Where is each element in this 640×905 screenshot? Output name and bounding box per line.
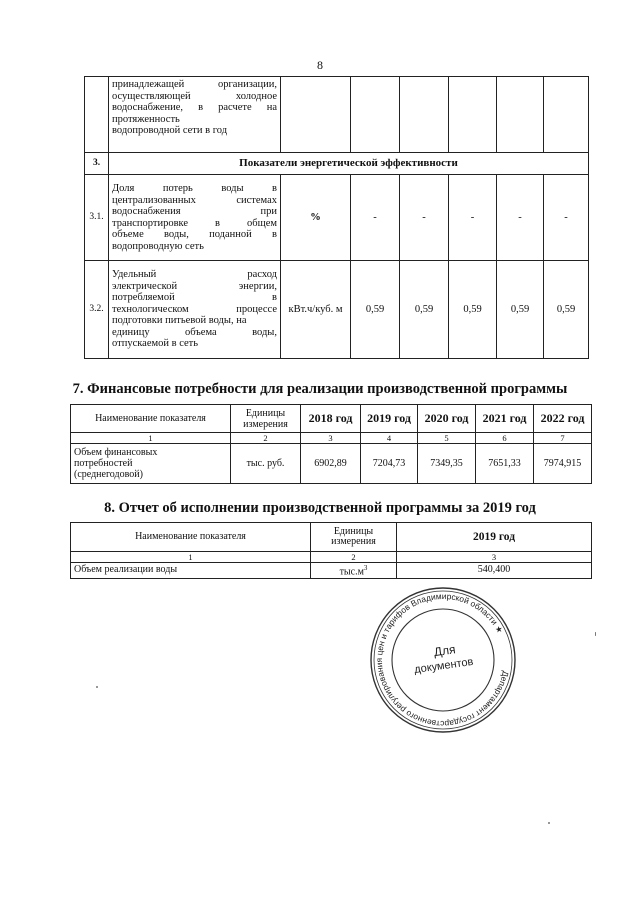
value-cell: 0,59 (497, 261, 544, 359)
value-cell: 7204,73 (361, 444, 418, 484)
row-number: 3.2. (85, 261, 109, 359)
stamp-center-line2: документов (413, 655, 475, 677)
official-stamp (368, 585, 518, 735)
index-row (71, 552, 592, 563)
value-cell: 0,59 (544, 261, 589, 359)
value-cell: 7974,915 (534, 444, 592, 484)
index-row (71, 433, 592, 444)
page-number: 8 (317, 58, 323, 72)
index-cell: 1 (71, 433, 231, 444)
indicator-name: Доля потерь воды в централизованных системах водоснабжения при транспортировке в общем объеме воды, поданной в водопроводную сеть (109, 175, 281, 261)
execution-report-table (70, 522, 592, 579)
stamp-center-line1: Для (433, 642, 457, 660)
table-row (71, 563, 592, 579)
index-cell: 3 (397, 552, 592, 563)
indicator-name: Удельный расход электрической энергии, потребляемой в технологическом процессе подготовки питьевой воды, на единицу объема воды, отпускаемой в сеть (109, 261, 281, 359)
section-number: 3. (85, 153, 109, 175)
value-cell (351, 77, 400, 153)
index-cell: 6 (476, 433, 534, 444)
value-cell: - (497, 175, 544, 261)
index-cell: 7 (534, 433, 592, 444)
section-8-title: 8. Отчет об исполнении производственной программы за 2019 год (104, 500, 536, 516)
section-row (85, 153, 589, 175)
scan-speck (595, 632, 596, 636)
value-cell: 0,59 (449, 261, 497, 359)
unit-cell: кВт.ч/куб. м (281, 261, 351, 359)
value-cell: 540,400 (397, 563, 592, 579)
value-cell: - (449, 175, 497, 261)
unit-cell (281, 77, 351, 153)
header-cell: 2021 год (476, 405, 534, 433)
stamp-ring-text: Департамент государственного регулирования цен и тарифов Владимирской области ★ (373, 590, 511, 730)
header-cell: 2019 год (361, 405, 418, 433)
indicator-name: Объем финансовых потребностей (среднегодовой) (71, 444, 231, 484)
index-cell: 1 (71, 552, 311, 563)
value-cell (544, 77, 589, 153)
value-cell: 0,59 (400, 261, 449, 359)
header-cell: 2022 год (534, 405, 592, 433)
header-cell: 2018 год (301, 405, 361, 433)
index-cell: 5 (418, 433, 476, 444)
financial-needs-table (70, 404, 592, 484)
index-cell: 3 (301, 433, 361, 444)
table-row (85, 261, 589, 359)
value-cell: 7349,35 (418, 444, 476, 484)
header-cell: 2020 год (418, 405, 476, 433)
table-row (71, 444, 592, 484)
section-title: Показатели энергетической эффективности (109, 153, 589, 175)
header-cell: 2019 год (397, 523, 592, 552)
indicator-name: Объем реализации воды (71, 563, 311, 579)
header-row (71, 405, 592, 433)
unit-cell: % (281, 175, 351, 261)
header-cell: Единицы измерения (231, 405, 301, 433)
header-cell: Наименование показателя (71, 405, 231, 433)
value-cell: - (544, 175, 589, 261)
value-cell: 7651,33 (476, 444, 534, 484)
table-row (85, 175, 589, 261)
value-cell (449, 77, 497, 153)
value-cell: - (400, 175, 449, 261)
index-cell: 2 (231, 433, 301, 444)
header-row (71, 523, 592, 552)
index-cell: 2 (311, 552, 397, 563)
unit-cell: $тыс.м^3$ (311, 563, 397, 579)
indicator-name: принадлежащей организации, осуществляющей холодное водоснабжение, в расчете на протяженность водопроводной сети в год (109, 77, 281, 153)
section-7-title: 7. Финансовые потребности для реализации производственной программы (72, 381, 568, 397)
scan-speck (96, 686, 98, 688)
energy-efficiency-table (84, 76, 589, 359)
header-cell: Наименование показателя (71, 523, 311, 552)
header-cell: Единицы измерения (311, 523, 397, 552)
value-cell: 6902,89 (301, 444, 361, 484)
index-cell: 4 (361, 433, 418, 444)
unit-cell: тыс. руб. (231, 444, 301, 484)
value-cell (400, 77, 449, 153)
row-number: 3.1. (85, 175, 109, 261)
table-row (85, 77, 589, 153)
row-number (85, 77, 109, 153)
value-cell: - (351, 175, 400, 261)
value-cell: 0,59 (351, 261, 400, 359)
value-cell (497, 77, 544, 153)
scan-speck (548, 822, 550, 824)
